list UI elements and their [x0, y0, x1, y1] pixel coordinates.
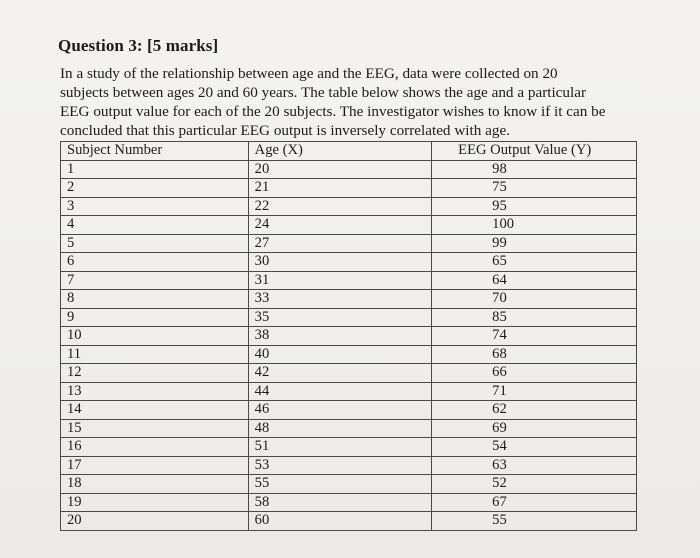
cell-age: 22: [248, 197, 432, 216]
cell-eeg-output: 54: [432, 438, 637, 457]
table-row: [61, 160, 637, 179]
cell-age: 40: [248, 345, 432, 364]
cell-subject-number: 2: [61, 179, 249, 198]
cell-eeg-output: 75: [432, 179, 637, 198]
table-row: [61, 308, 637, 327]
header-age: Age (X): [248, 142, 432, 161]
cell-age: 44: [248, 382, 432, 401]
cell-age: 35: [248, 308, 432, 327]
paragraph-line: concluded that this particular EEG output is inversely correlated with age.: [60, 122, 510, 139]
cell-eeg-output: 64: [432, 271, 637, 290]
table-row: [61, 197, 637, 216]
cell-age: 58: [248, 493, 432, 512]
cell-age: 24: [248, 216, 432, 235]
table-row: [61, 512, 637, 531]
cell-subject-number: 14: [61, 401, 249, 420]
cell-eeg-output: 95: [432, 197, 637, 216]
cell-eeg-output: 55: [432, 512, 637, 531]
cell-eeg-output: 98: [432, 160, 637, 179]
cell-eeg-output: 52: [432, 475, 637, 494]
cell-age: 60: [248, 512, 432, 531]
table-row: [61, 253, 637, 272]
header-eeg-output: EEG Output Value (Y): [432, 142, 637, 161]
table-row: [61, 493, 637, 512]
table-row: [61, 345, 637, 364]
table-row: [61, 364, 637, 383]
cell-eeg-output: 66: [432, 364, 637, 383]
cell-eeg-output: 85: [432, 308, 637, 327]
cell-age: 51: [248, 438, 432, 457]
question-title: Question 3: [5 marks]: [58, 36, 219, 55]
cell-subject-number: 7: [61, 271, 249, 290]
cell-age: 27: [248, 234, 432, 253]
cell-subject-number: 16: [61, 438, 249, 457]
cell-age: 55: [248, 475, 432, 494]
table-header-row: [61, 142, 637, 161]
cell-subject-number: 12: [61, 364, 249, 383]
table-row: [61, 271, 637, 290]
cell-subject-number: 4: [61, 216, 249, 235]
cell-age: 38: [248, 327, 432, 346]
table-row: [61, 419, 637, 438]
cell-subject-number: 8: [61, 290, 249, 309]
paragraph-line: EEG output value for each of the 20 subjects. The investigator wishes to know if it can be: [60, 103, 606, 120]
cell-subject-number: 19: [61, 493, 249, 512]
cell-eeg-output: 62: [432, 401, 637, 420]
cell-eeg-output: 68: [432, 345, 637, 364]
question-paragraph: [60, 64, 650, 140]
cell-age: 21: [248, 179, 432, 198]
data-table: [60, 141, 637, 531]
table-row: [61, 290, 637, 309]
cell-eeg-output: 100: [432, 216, 637, 235]
cell-eeg-output: 74: [432, 327, 637, 346]
cell-age: 31: [248, 271, 432, 290]
cell-age: 46: [248, 401, 432, 420]
cell-subject-number: 1: [61, 160, 249, 179]
cell-eeg-output: 63: [432, 456, 637, 475]
table-row: [61, 216, 637, 235]
cell-subject-number: 15: [61, 419, 249, 438]
cell-age: 48: [248, 419, 432, 438]
cell-age: 42: [248, 364, 432, 383]
cell-subject-number: 17: [61, 456, 249, 475]
table-row: [61, 179, 637, 198]
cell-eeg-output: 65: [432, 253, 637, 272]
cell-eeg-output: 70: [432, 290, 637, 309]
cell-subject-number: 3: [61, 197, 249, 216]
table-row: [61, 475, 637, 494]
cell-subject-number: 18: [61, 475, 249, 494]
table-row: [61, 327, 637, 346]
cell-age: 30: [248, 253, 432, 272]
header-subject-number: Subject Number: [61, 142, 249, 161]
table-row: [61, 456, 637, 475]
cell-subject-number: 6: [61, 253, 249, 272]
cell-subject-number: 9: [61, 308, 249, 327]
cell-eeg-output: 71: [432, 382, 637, 401]
cell-subject-number: 20: [61, 512, 249, 531]
cell-eeg-output: 99: [432, 234, 637, 253]
table-body: [61, 160, 637, 530]
table-row: [61, 438, 637, 457]
table-row: [61, 401, 637, 420]
cell-subject-number: 13: [61, 382, 249, 401]
cell-subject-number: 10: [61, 327, 249, 346]
cell-age: 33: [248, 290, 432, 309]
table-row: [61, 382, 637, 401]
cell-eeg-output: 67: [432, 493, 637, 512]
cell-age: 20: [248, 160, 432, 179]
paragraph-line: subjects between ages 20 and 60 years. The table below shows the age and a particular: [60, 84, 587, 101]
table-row: [61, 234, 637, 253]
cell-subject-number: 5: [61, 234, 249, 253]
paragraph-line: In a study of the relationship between age and the EEG, data were collected on 20: [60, 65, 558, 82]
cell-eeg-output: 69: [432, 419, 637, 438]
cell-age: 53: [248, 456, 432, 475]
cell-subject-number: 11: [61, 345, 249, 364]
